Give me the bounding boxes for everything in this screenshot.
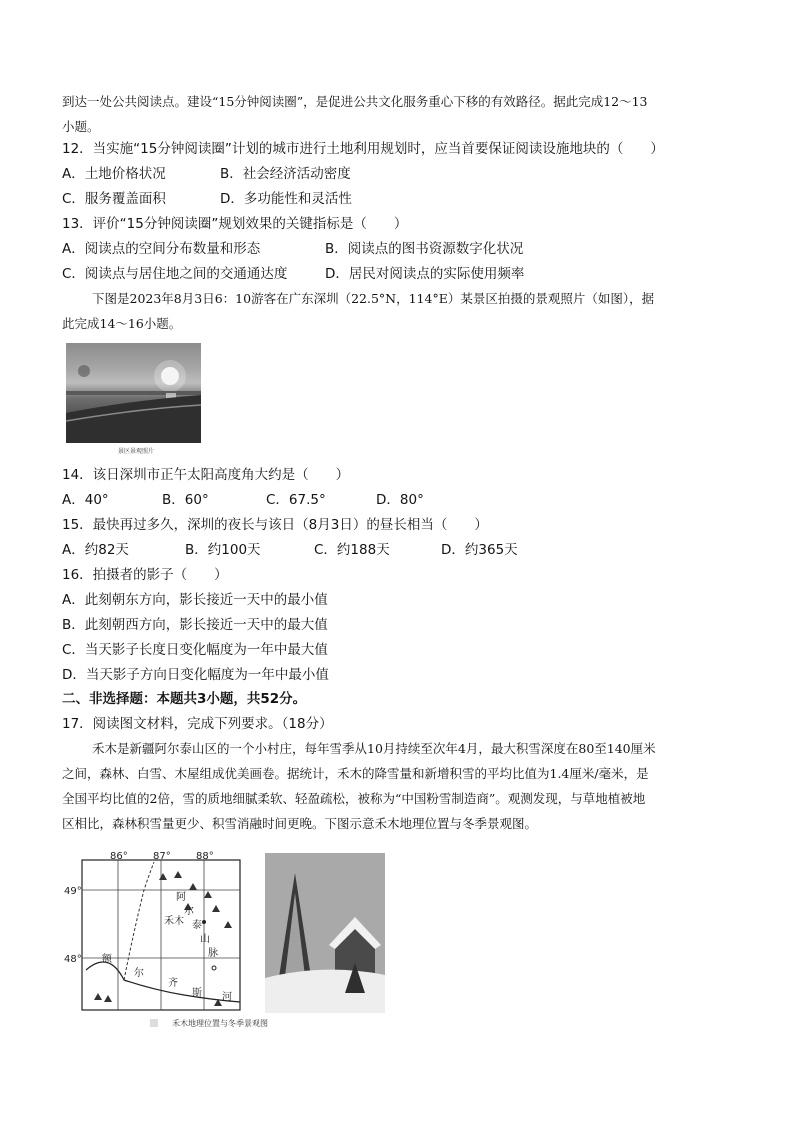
river-label-char-4: 斯 — [192, 988, 202, 999]
question-15-option-c: C．约188天 — [314, 542, 390, 558]
question-17-stem: 17．阅读图文材料，完成下列要求。（18分） — [62, 716, 333, 732]
question-17-passage-line-3: 全国平均比值的2倍，雪的质地细腻柔软、轻盈疏松，被称为“中国粉雪制造商”。观测发现，与草地植被地 — [62, 791, 646, 806]
question-16-option-c: C．当天影子长度日变化幅度为一年中最大值 — [62, 642, 328, 658]
question-16-stem: 16．拍摄者的影子（ ） — [62, 567, 228, 583]
passage-2-line-1: 下图是2023年8月3日6：10游客在广东深圳（22.5°N，114°E）某景区拍摄的景观照片（如图），据 — [92, 291, 655, 306]
river-label-char-1: 额 — [102, 954, 112, 965]
question-13-option-d: D．居民对阅读点的实际使用频率 — [325, 266, 525, 282]
latitude-label-48: 48° — [64, 954, 82, 965]
question-12-stem: 12．当实施“15分钟阅读圈”计划的城市进行土地利用规划时，应当首要保证阅读设施地块的（ ） — [62, 141, 664, 157]
question-17-passage-line-1: 禾木是新疆阿尔泰山区的一个小村庄，每年雪季从10月持续至次年4月，最大积雪深度在80至140厘米 — [92, 741, 656, 756]
question-16-option-d: D．当天影子方向日变化幅度为一年中最小值 — [62, 667, 329, 683]
question-13-stem: 13．评价“15分钟阅读圈”规划效果的关键指标是（ ） — [62, 216, 408, 232]
longitude-label-87: 87° — [153, 851, 171, 862]
scenic-area-photo — [66, 343, 201, 443]
question-14-option-b: B．60° — [162, 492, 209, 508]
scenic-photo-caption: 景区景观照片 — [118, 448, 155, 455]
question-12-option-b: B．社会经济活动密度 — [220, 166, 351, 182]
caption-marker — [150, 1019, 158, 1027]
hemu-label: 禾木 — [164, 916, 184, 927]
question-12-option-d: D．多功能性和灵活性 — [220, 191, 352, 207]
mountain-label-char-3: 泰 — [192, 920, 202, 931]
intro-line-2: 小题。 — [62, 119, 100, 134]
mountain-label-char-4: 山 — [200, 934, 210, 945]
question-13-option-c: C．阅读点与居住地之间的交通通达度 — [62, 266, 288, 282]
winter-landscape-photo — [265, 853, 385, 1013]
question-15-option-a: A．约82天 — [62, 542, 129, 558]
latitude-label-49: 49° — [64, 886, 82, 897]
question-16-option-b: B．此刻朝西方向，影长接近一天中的最大值 — [62, 617, 328, 633]
question-17-passage-line-2: 之间，森林、白雪、木屋组成优美画卷。据统计，禾木的降雪量和新增积雪的平均比值为1.4厘米/毫米，是 — [62, 766, 649, 781]
question-13-option-b: B．阅读点的图书资源数字化状况 — [325, 241, 524, 257]
question-15-stem: 15．最快再过多久，深圳的夜长与该日（8月3日）的昼长相当（ ） — [62, 517, 488, 533]
river-label-char-3: 齐 — [168, 978, 178, 989]
mountain-label-char-1: 阿 — [176, 892, 186, 903]
question-16-option-a: A．此刻朝东方向，影长接近一天中的最小值 — [62, 592, 328, 608]
hemu-location-map — [64, 850, 254, 1016]
longitude-label-86: 86° — [110, 851, 128, 862]
mountain-label-char-2: 尔 — [184, 906, 194, 917]
sunrise-scene-graphic — [66, 343, 201, 443]
passage-2-line-2: 此完成14～16小题。 — [62, 316, 182, 331]
longitude-label-88: 88° — [196, 851, 214, 862]
intro-line-1: 到达一处公共阅读点。建设“15分钟阅读圈”，是促进公共文化服务重心下移的有效路径。据此完成12～13 — [62, 94, 648, 109]
hemu-location-marker — [202, 920, 206, 924]
question-13-option-a: A．阅读点的空间分布数量和形态 — [62, 241, 261, 257]
question-14-option-d: D．80° — [376, 492, 424, 508]
snow-cabin-graphic — [265, 853, 385, 1013]
river-label-char-2: 尔 — [134, 968, 144, 979]
question-14-option-a: A．40° — [62, 492, 109, 508]
question-12-option-a: A．土地价格状况 — [62, 166, 166, 182]
question-12-option-c: C．服务覆盖面积 — [62, 191, 166, 207]
question-14-option-c: C．67.5° — [266, 492, 326, 508]
river-label-char-5: 河 — [222, 992, 232, 1003]
question-15-option-b: B．约100天 — [185, 542, 261, 558]
figure-caption: 禾木地理位置与冬季景观图 — [172, 1019, 268, 1028]
question-15-option-d: D．约365天 — [441, 542, 518, 558]
section-2-heading: 二、非选择题：本题共3小题，共52分。 — [62, 691, 307, 707]
question-14-stem: 14．该日深圳市正午太阳高度角大约是（ ） — [62, 467, 350, 483]
mountain-label-char-5: 脉 — [208, 948, 218, 959]
question-17-passage-line-4: 区相比，森林积雪量更少、积雪消融时间更晚。下图示意禾木地理位置与冬季景观图。 — [62, 816, 538, 831]
